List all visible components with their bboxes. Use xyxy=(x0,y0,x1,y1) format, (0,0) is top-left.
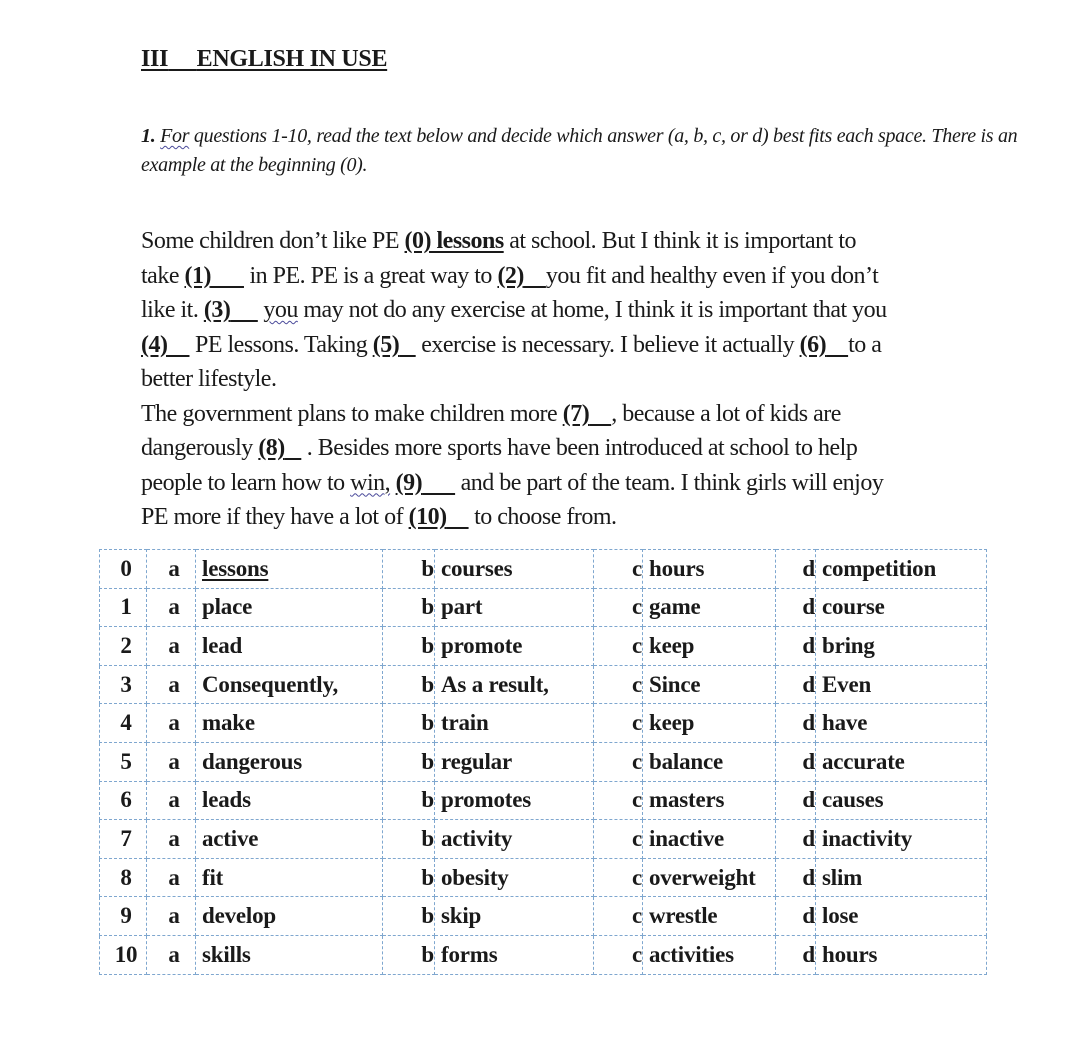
option-a xyxy=(196,550,383,589)
option-row xyxy=(100,935,987,974)
blank-1 xyxy=(184,263,243,289)
option-letter-b: b xyxy=(383,781,435,820)
question-number: 1 xyxy=(100,588,147,627)
passage-line xyxy=(141,466,1021,501)
passage-line xyxy=(141,293,1021,328)
option-letter-d: d xyxy=(776,897,816,936)
option-letter-a: a xyxy=(147,820,196,859)
option-letter-a: a xyxy=(147,627,196,666)
option-letter-b: b xyxy=(383,588,435,627)
option-letter-c: c xyxy=(594,588,643,627)
passage-text: take xyxy=(141,262,185,289)
option-b: part xyxy=(435,588,594,627)
option-letter-d: d xyxy=(776,781,816,820)
option-row xyxy=(100,742,987,781)
option-d: competition xyxy=(816,550,987,589)
option-letter-d: d xyxy=(776,858,816,897)
option-a: make xyxy=(196,704,383,743)
passage-text: you fit and healthy even if you don’t xyxy=(545,262,879,289)
question-number: 0 xyxy=(100,550,147,589)
passage-text: and be part of the team. I think girls will enjoy xyxy=(460,469,884,496)
option-letter-a: a xyxy=(147,858,196,897)
question-number: 9 xyxy=(100,897,147,936)
option-d: accurate xyxy=(816,742,987,781)
option-letter-c: c xyxy=(594,897,643,936)
blank-9 xyxy=(396,470,455,496)
option-c: keep xyxy=(643,627,776,666)
option-letter-a: a xyxy=(147,550,196,589)
option-letter-c: c xyxy=(594,820,643,859)
passage-line xyxy=(141,362,1021,397)
option-row xyxy=(100,897,987,936)
passage-text: PE lessons. Taking xyxy=(194,331,373,358)
passage-line xyxy=(141,328,1021,363)
option-letter-d: d xyxy=(776,550,816,589)
option-b: train xyxy=(435,704,594,743)
option-b: regular xyxy=(435,742,594,781)
blank-6-label: (6) xyxy=(799,331,827,358)
passage-text: exercise is necessary. I believe it actually xyxy=(421,331,800,358)
option-d: Even xyxy=(816,665,987,704)
option-a: dangerous xyxy=(196,742,383,781)
option-letter-d: d xyxy=(776,627,816,666)
option-d: course xyxy=(816,588,987,627)
option-letter-a: a xyxy=(147,897,196,936)
option-c: hours xyxy=(643,550,776,589)
blank-1-label: (1) xyxy=(184,262,211,289)
option-d: causes xyxy=(816,781,987,820)
instruction-word-for: For xyxy=(160,125,190,147)
option-letter-a: a xyxy=(147,588,196,627)
passage-text: people to learn how to xyxy=(141,469,351,496)
option-letter-c: c xyxy=(594,627,643,666)
passage-text: dangerously xyxy=(141,435,259,461)
option-letter-a: a xyxy=(147,665,196,704)
example-answer: lessons xyxy=(202,555,269,581)
passage-text: Some children don’t like PE xyxy=(141,228,405,254)
passage-line xyxy=(141,431,1021,466)
option-c: Since xyxy=(643,665,776,704)
blank-6 xyxy=(800,332,848,358)
passage-text: to choose from. xyxy=(474,504,617,530)
option-letter-b: b xyxy=(383,858,435,897)
section-heading xyxy=(141,46,387,73)
passage-line xyxy=(141,397,1021,432)
passage-line xyxy=(141,259,1021,294)
passage-text: like it. xyxy=(141,297,204,323)
passage-text: . Besides more sports have been introduced at school to help xyxy=(306,435,858,461)
option-a: leads xyxy=(196,781,383,820)
option-letter-c: c xyxy=(594,935,643,974)
blank-2-label: (2) xyxy=(497,262,524,289)
option-d: hours xyxy=(816,935,987,974)
option-a: develop xyxy=(196,897,383,936)
option-letter-d: d xyxy=(776,935,816,974)
option-b: obesity xyxy=(435,858,594,897)
blank-4 xyxy=(141,332,189,358)
question-number: 6 xyxy=(100,781,147,820)
passage-text: better lifestyle. xyxy=(141,366,277,392)
option-letter-a: a xyxy=(147,935,196,974)
option-letter-c: c xyxy=(594,704,643,743)
question-number: 5 xyxy=(100,742,147,781)
option-letter-c: c xyxy=(594,742,643,781)
passage-text: to a xyxy=(848,331,882,358)
option-c: masters xyxy=(643,781,776,820)
option-c: wrestle xyxy=(643,897,776,936)
option-a: active xyxy=(196,820,383,859)
option-letter-d: d xyxy=(776,742,816,781)
option-c: activities xyxy=(643,935,776,974)
option-letter-d: d xyxy=(776,704,816,743)
option-c: overweight xyxy=(643,858,776,897)
passage-text: , because a lot of kids are xyxy=(611,400,841,427)
option-row xyxy=(100,588,987,627)
option-c: keep xyxy=(643,704,776,743)
option-row xyxy=(100,665,987,704)
option-a: place xyxy=(196,588,383,627)
option-d: lose xyxy=(816,897,987,936)
passage-text: The government plans to make children more xyxy=(141,400,563,427)
passage-text: PE more if they have a lot of xyxy=(141,504,409,530)
question-number: 7 xyxy=(100,820,147,859)
option-letter-d: d xyxy=(776,588,816,627)
option-row xyxy=(100,627,987,666)
option-row xyxy=(100,858,987,897)
option-row xyxy=(100,781,987,820)
option-b: activity xyxy=(435,820,594,859)
option-b: courses xyxy=(435,550,594,589)
option-letter-b: b xyxy=(383,704,435,743)
passage-word-win: win, xyxy=(350,469,391,496)
passage-text: in PE. PE is a great way to xyxy=(249,262,498,289)
option-letter-d: d xyxy=(776,820,816,859)
question-number: 2 xyxy=(100,627,147,666)
passage-text: at school. But I think it is important to xyxy=(503,228,857,254)
option-d: bring xyxy=(816,627,987,666)
blank-7-label: (7) xyxy=(562,400,590,427)
option-d: slim xyxy=(816,858,987,897)
option-letter-c: c xyxy=(594,858,643,897)
option-b: promotes xyxy=(435,781,594,820)
option-letter-b: b xyxy=(383,897,435,936)
question-number: 8 xyxy=(100,858,147,897)
question-number: 3 xyxy=(100,665,147,704)
option-b: skip xyxy=(435,897,594,936)
question-number: 4 xyxy=(100,704,147,743)
option-letter-a: a xyxy=(147,781,196,820)
passage-text: may not do any exercise at home, I think it is important that you xyxy=(297,297,887,323)
option-c: inactive xyxy=(643,820,776,859)
option-b: As a result, xyxy=(435,665,594,704)
option-letter-a: a xyxy=(147,742,196,781)
blank-7 xyxy=(563,401,611,427)
option-letter-b: b xyxy=(383,627,435,666)
section-title: ENGLISH IN USE xyxy=(196,46,388,72)
option-row xyxy=(100,704,987,743)
option-row xyxy=(100,820,987,859)
option-d: inactivity xyxy=(816,820,987,859)
blank-5-label: (5) xyxy=(372,331,400,358)
reading-passage xyxy=(141,224,1021,535)
option-letter-d: d xyxy=(776,665,816,704)
option-d: have xyxy=(816,704,987,743)
option-a: lead xyxy=(196,627,383,666)
instruction-text: questions 1-10, read the text below and decide which answer (a, b, c, or d) best fits each space. There is an example at the beginning (0). xyxy=(141,125,1018,176)
option-a: skills xyxy=(196,935,383,974)
option-a: fit xyxy=(196,858,383,897)
option-c: game xyxy=(643,588,776,627)
blank-10 xyxy=(409,504,469,530)
option-letter-a: a xyxy=(147,704,196,743)
blank-9-label: (9) xyxy=(395,469,423,496)
blank-8-label: (8) xyxy=(258,435,285,461)
answer-options-table xyxy=(99,549,987,975)
passage-line xyxy=(141,500,1021,535)
blank-3-label: (3) xyxy=(203,297,231,323)
option-letter-c: c xyxy=(594,550,643,589)
blank-10-label: (10) xyxy=(408,504,447,530)
task-number: 1. xyxy=(141,125,156,147)
option-letter-b: b xyxy=(383,665,435,704)
option-letter-b: b xyxy=(383,820,435,859)
blank-3 xyxy=(204,297,258,323)
option-row xyxy=(100,550,987,589)
question-number: 10 xyxy=(100,935,147,974)
passage-word-you: you xyxy=(263,297,298,323)
answer-options-body xyxy=(100,550,987,975)
blank-0-example: (0) lessons xyxy=(404,228,504,254)
blank-4-label: (4) xyxy=(141,331,168,358)
blank-5 xyxy=(373,332,416,358)
section-numeral: III xyxy=(141,46,169,72)
option-c: balance xyxy=(643,742,776,781)
option-letter-b: b xyxy=(383,550,435,589)
option-b: promote xyxy=(435,627,594,666)
passage-line xyxy=(141,224,1021,259)
task-instructions xyxy=(141,122,1021,180)
blank-8 xyxy=(258,435,301,461)
option-letter-c: c xyxy=(594,665,643,704)
option-letter-c: c xyxy=(594,781,643,820)
blank-2 xyxy=(497,263,545,289)
option-letter-b: b xyxy=(383,742,435,781)
option-a: Consequently, xyxy=(196,665,383,704)
option-letter-b: b xyxy=(383,935,435,974)
option-b: forms xyxy=(435,935,594,974)
